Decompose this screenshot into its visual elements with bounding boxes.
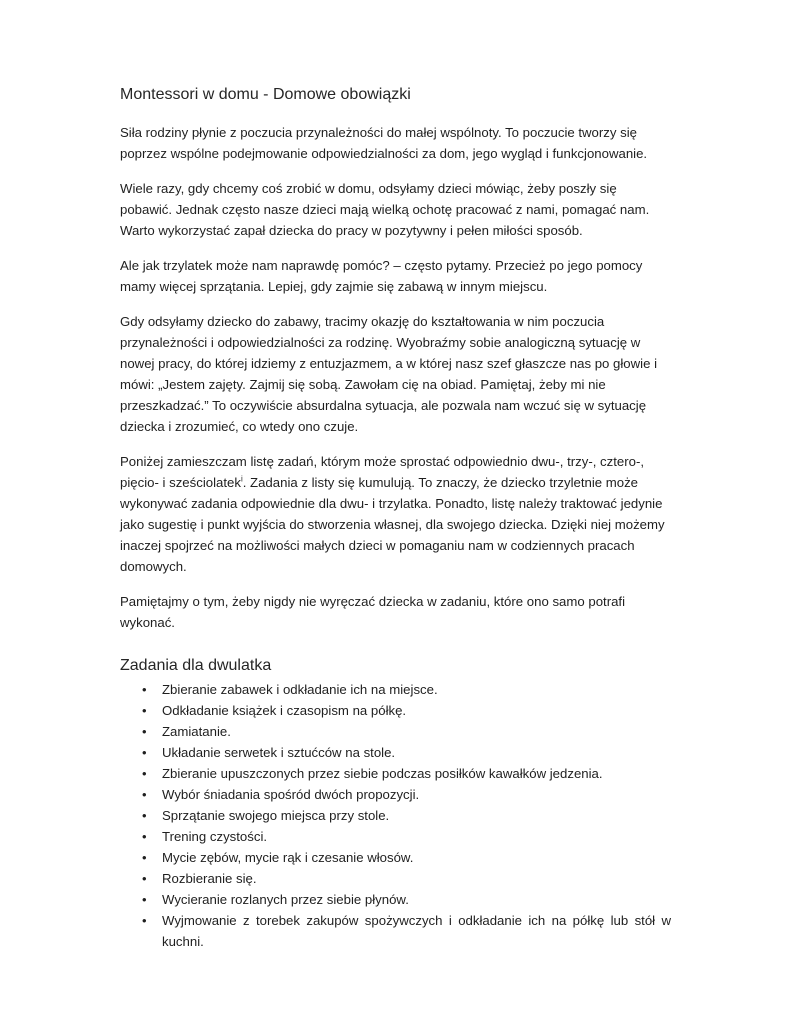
task-list-item <box>120 742 671 763</box>
paragraph-5 <box>120 451 671 577</box>
bullet-icon: • <box>142 766 147 781</box>
task-text: Trening czystości. <box>162 829 268 844</box>
task-text: Mycie zębów, mycie rąk i czesanie włosów. <box>162 850 414 865</box>
task-list-item <box>120 868 671 889</box>
task-text: Wybór śniadania spośród dwóch propozycji. <box>162 787 420 802</box>
bullet-icon: • <box>142 724 147 739</box>
bullet-icon: • <box>142 703 147 718</box>
paragraph-6: Pamiętajmy o tym, żeby nigdy nie wyręczać dziecka w zadaniu, które ono samo potrafi wykonać. <box>120 594 626 630</box>
bullet-icon: • <box>142 829 147 844</box>
paragraph-2: Wiele razy, gdy chcemy coś zrobić w domu, odsyłamy dzieci mówiąc, żeby poszły się pobawić. Jednak często nasze dzieci mają wielką ochotę pracować z nami, pomagać nam. Warto wykorzystać zapał dziecka do pracy w pozytywny i pełen miłości sposób. <box>120 181 650 238</box>
bullet-icon: • <box>142 871 147 886</box>
task-list-item <box>120 889 671 910</box>
bullet-icon: • <box>142 913 147 928</box>
task-text: Zbieranie upuszczonych przez siebie podczas posiłków kawałków jedzenia. <box>162 766 603 781</box>
task-text: Zamiatanie. <box>162 724 231 739</box>
footnote-reference[interactable]: i <box>240 474 243 484</box>
task-text: Układanie serwetek i sztućców na stole. <box>162 745 396 760</box>
bullet-icon: • <box>142 850 147 865</box>
task-list-item <box>120 910 671 952</box>
task-text: Rozbieranie się. <box>162 871 257 886</box>
paragraph-3: Ale jak trzylatek może nam naprawdę pomóc? – często pytamy. Przecież po jego pomocy mamy więcej sprzątania. Lepiej, gdy zajmie się zabawą w innym miejscu. <box>120 258 643 294</box>
task-list-item <box>120 700 671 721</box>
task-text: Odkładanie książek i czasopism na półkę. <box>162 703 407 718</box>
task-list-item <box>120 784 671 805</box>
task-text: Zbieranie zabawek i odkładanie ich na miejsce. <box>162 682 438 697</box>
paragraph-1: Siła rodziny płynie z poczucia przynależności do małej wspólnoty. To poczucie tworzy się poprzez wspólne podejmowanie odpowiedzialności za dom, jego wygląd i funkcjonowanie. <box>120 125 648 161</box>
paragraph-5-text-after: . Zadania z listy się kumulują. To znaczy, że dziecko trzyletnie może wykonywać zadania odpowiednie dla dwu- i trzylatka. Ponadto, listę należy traktować jedynie jako sugestię i punkt wyjścia do stworzenia własnej, dla swojego dziecka. Dzięki niej możemy inaczej spojrzeć na możliwości małych dzieci w pomaganiu nam w codziennych pracach domowych. <box>120 475 665 574</box>
document-title: Montessori w domu - Domowe obowiązki <box>120 86 411 103</box>
bullet-icon: • <box>142 787 147 802</box>
task-list-item <box>120 763 671 784</box>
task-list-item <box>120 805 671 826</box>
task-text: Sprzątanie swojego miejsca przy stole. <box>162 808 390 823</box>
task-list-item <box>120 826 671 847</box>
task-list-item <box>120 721 671 742</box>
paragraph-4: Gdy odsyłamy dziecko do zabawy, tracimy okazję do kształtowania w nim poczucia przynależności i odpowiedzialności za rodzinę. Wyobraźmy sobie analogiczną sytuację w nowej pracy, do której idziemy z entuzjazmem, a w której nasz szef głaszcze nas po głowie i mówi: „Jestem zajęty. Zajmij się sobą. Zawołam cię na obiad. Pamiętaj, żeby mi nie przeszkadzać.” To oczywiście absurdalna sytuacja, ale pozwala nam wczuć się w sytuację dziecka i zrozumieć, co wtedy ono czuje. <box>120 314 658 434</box>
task-text: Wycieranie rozlanych przez siebie płynów. <box>162 892 409 907</box>
task-text: Wyjmowanie z torebek zakupów spożywczych i odkładanie ich na półkę lub stół w kuchni. <box>162 913 671 949</box>
task-list <box>120 679 671 952</box>
bullet-icon: • <box>142 808 147 823</box>
bullet-icon: • <box>142 892 147 907</box>
section-title-two-year-old: Zadania dla dwulatka <box>120 657 272 674</box>
task-list-item <box>120 847 671 868</box>
bullet-icon: • <box>142 682 147 697</box>
bullet-icon: • <box>142 745 147 760</box>
task-list-item <box>120 679 671 700</box>
paragraph-5-text-before: Poniżej zamieszczam listę zadań, którym może sprostać odpowiednio dwu-, trzy-, cztero-, pięcio- i sześciolatek <box>120 454 645 490</box>
